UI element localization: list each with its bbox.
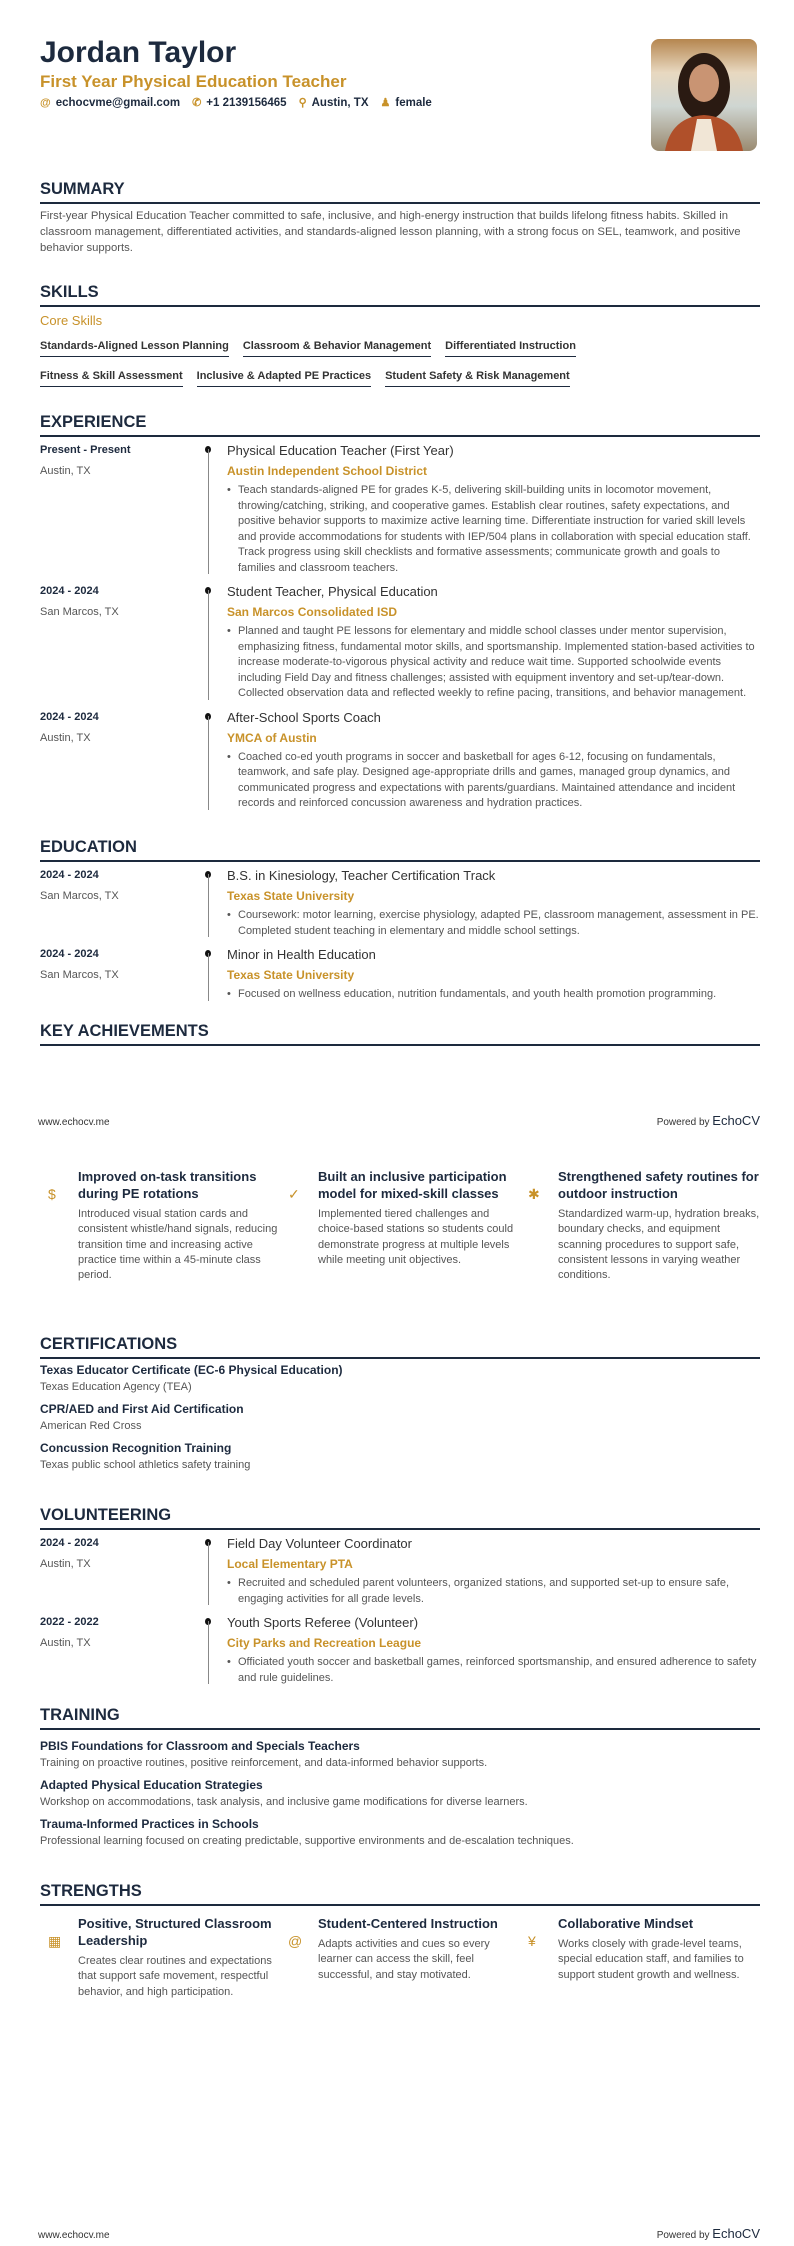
timeline-line [208, 449, 209, 574]
footer-powered [657, 2226, 760, 2241]
summary-heading: SUMMARY [40, 180, 760, 204]
strengths-card [520, 1915, 760, 2000]
entry-role: Youth Sports Referee (Volunteer) [227, 1615, 419, 1630]
strengths-heading: STRENGTHS [40, 1882, 760, 1906]
skills-heading: SKILLS [40, 283, 760, 307]
bullet-icon: • [227, 909, 231, 921]
entry-role: Student Teacher, Physical Education [227, 584, 438, 599]
education-list [40, 868, 760, 1011]
entry-role: Physical Education Teacher (First Year) [227, 443, 454, 458]
item-title: Concussion Recognition Training [40, 1441, 232, 1455]
achievements-card [280, 1168, 520, 1283]
item-subtitle: Professional learning focused on creating predictable, supportive environments and de-escalation techniques. [40, 1835, 574, 1847]
entry-description: Planned and taught PE lessons for elementary and middle school classes under mentor supervision, emphasizing fitness, fundamental motor skills, and sportsmanship. Implemented station-based activities to increase moderate-to-vigorous physical activity and reduce wait time. Supported schoolwide events including Field Day and fitness challenges; assisted with equipment inventory and set-up/tear-down. Collected observation data and reflected weekly to refine pacing, transitions, and behavior management. [238, 625, 755, 699]
bullet-icon: • [227, 988, 231, 1000]
brand-logo: EchoCV [712, 1113, 760, 1128]
entry-location: Austin, TX [40, 1637, 91, 1649]
certifications-item [40, 1402, 760, 1432]
brand-logo: EchoCV [712, 2226, 760, 2241]
entry-role: Minor in Health Education [227, 947, 376, 962]
achievements-card [40, 1168, 280, 1283]
item-title: Adapted Physical Education Strategies [40, 1778, 263, 1792]
entry-description: Coached co-ed youth programs in soccer and basketball for ages 6-12, focusing on fundamentals, teamwork, and safe play. Designed age-appropriate drills and games, managed group dynamics, and communicated progress and expectations with parents/guardians. Maintained attendance and incident records and reinforced concussion awareness and hydration practices. [238, 750, 736, 809]
entry-description: Recruited and scheduled parent volunteers, organized stations, and supported set-up to ensure safe, engaging activities for all grade levels. [238, 1577, 730, 1605]
footer-powered [657, 1113, 760, 1128]
contact-info [40, 96, 432, 109]
strengths-list [40, 1915, 760, 2000]
at-icon: @ [288, 1933, 303, 1949]
certifications-item [40, 1441, 760, 1471]
volunteering-heading: VOLUNTEERING [40, 1506, 760, 1530]
bullet-icon: • [227, 1656, 231, 1668]
check-icon: ✓ [288, 1186, 300, 1202]
phone-icon: ✆ [192, 97, 202, 109]
item-subtitle: Workshop on accommodations, task analysis, and inclusive game modifications for diverse learners. [40, 1796, 528, 1808]
experience-entry [40, 584, 760, 702]
item-subtitle: American Red Cross [40, 1420, 142, 1432]
skill-chip: Standards-Aligned Lesson Planning [40, 340, 229, 357]
volunteering-entry [40, 1615, 760, 1686]
entry-location: San Marcos, TX [40, 969, 119, 981]
entry-date: 2024 - 2024 [40, 948, 99, 960]
timeline-line [208, 874, 209, 937]
bug-icon: ✱ [528, 1186, 540, 1202]
card-title: Built an inclusive participation model for mixed-skill classes [318, 1169, 507, 1201]
entry-role: B.S. in Kinesiology, Teacher Certification Track [227, 868, 496, 883]
experience-entry [40, 443, 760, 576]
entry-organization: Texas State University [227, 968, 355, 982]
training-list [40, 1739, 760, 1856]
bullet-icon: • [227, 484, 231, 496]
entry-date: 2024 - 2024 [40, 710, 99, 723]
card-description: Works closely with grade-level teams, special education staff, and families to support student growth and wellness. [558, 1938, 744, 1981]
entry-organization: YMCA of Austin [227, 730, 317, 745]
entry-description: Teach standards-aligned PE for grades K-5, delivering skill-building units in locomotor movement, throwing/catching, striking, and cooperative games. Establish clear routines, safety expectations, and positive behavior supports to maximize active learning time. Differentiate instruction for varied skill levels and provide accommodations for students with IEP/504 plans in collaboration with special education staff. Track progress using skill checklists and formative assessments; communicate growth and goals to families and classroom teachers. [238, 484, 751, 574]
email[interactable]: echocvme@gmail.com [55, 96, 181, 109]
education-entry [40, 868, 760, 939]
timeline-line [208, 716, 209, 810]
card-title: Improved on-task transitions during PE rotations [78, 1169, 257, 1201]
item-subtitle: Texas Education Agency (TEA) [40, 1381, 192, 1393]
email-icon: @ [40, 96, 51, 109]
gender: female [395, 96, 432, 109]
file-yen-icon: ¥ [528, 1933, 536, 1949]
volunteering-list [40, 1536, 760, 1694]
item-title: Texas Educator Certificate (EC-6 Physical Education) [40, 1363, 343, 1377]
certifications-list [40, 1363, 760, 1480]
strengths-card [40, 1915, 280, 2000]
entry-organization: Texas State University [227, 889, 355, 903]
achievements-list [40, 1168, 760, 1283]
training-item [40, 1739, 760, 1769]
skill-chip: Differentiated Instruction [445, 340, 576, 357]
profile-photo [651, 39, 757, 151]
training-item [40, 1778, 760, 1808]
entry-date: 2024 - 2024 [40, 585, 99, 597]
candidate-name: Jordan Taylor [40, 36, 237, 69]
person-icon: ♟ [380, 97, 391, 109]
education-heading: EDUCATION [40, 838, 760, 862]
entry-date: 2022 - 2022 [40, 1616, 99, 1628]
training-item [40, 1817, 760, 1847]
card-title: Student-Centered Instruction [318, 1916, 498, 1931]
job-title: First Year Physical Education Teacher [40, 72, 347, 91]
card-title: Collaborative Mindset [558, 1916, 694, 1931]
bullet-icon: • [227, 625, 231, 637]
strengths-card [280, 1915, 520, 2000]
entry-location: Austin, TX [40, 731, 91, 744]
training-heading: TRAINING [40, 1706, 760, 1730]
certifications-heading: CERTIFICATIONS [40, 1335, 760, 1359]
location: Austin, TX [311, 96, 369, 109]
timeline-line [208, 590, 209, 700]
item-title: PBIS Foundations for Classroom and Specials Teachers [40, 1739, 360, 1753]
powered-label: Powered by [656, 1117, 710, 1128]
footer-site[interactable]: www.echocv.me [38, 2230, 110, 2241]
volunteering-entry [40, 1536, 760, 1607]
education-entry [40, 947, 760, 1003]
entry-location: San Marcos, TX [40, 606, 119, 618]
entry-description: Officiated youth soccer and basketball games, reinforced sportsmanship, and ensured adherence to safety and rule guidelines. [238, 1656, 757, 1684]
skill-chip: Classroom & Behavior Management [243, 340, 431, 357]
entry-date: Present - Present [40, 444, 131, 456]
timeline-line [208, 1621, 209, 1684]
card-description: Introduced visual station cards and consistent whistle/hand signals, reducing transition time and increasing active practice time within a 45-minute class period. [78, 1208, 278, 1282]
skills-group-label: Core Skills [40, 313, 103, 328]
entry-location: Austin, TX [40, 1558, 91, 1570]
item-subtitle: Training on proactive routines, positive reinforcement, and data-informed behavior supports. [40, 1757, 488, 1769]
card-description: Creates clear routines and expectations that support safe movement, respectful behavior, and high participation. [78, 1955, 272, 1998]
experience-list [40, 443, 760, 820]
card-description: Standardized warm-up, hydration breaks, boundary checks, and equipment scanning procedures to support safe, consistent lessons in varying weather conditions. [558, 1208, 760, 1282]
entry-description: Focused on wellness education, nutrition fundamentals, and youth health promotion programming. [238, 988, 717, 1000]
achievements-heading: KEY ACHIEVEMENTS [40, 1022, 760, 1046]
achievements-card [520, 1168, 760, 1283]
entry-date: 2024 - 2024 [40, 1537, 99, 1549]
experience-entry [40, 710, 760, 812]
item-title: CPR/AED and First Aid Certification [40, 1402, 244, 1416]
entry-date: 2024 - 2024 [40, 869, 99, 881]
entry-role: After-School Sports Coach [227, 709, 381, 725]
certifications-item [40, 1363, 760, 1393]
entry-description: Coursework: motor learning, exercise physiology, adapted PE, classroom management, assessment in PE. Completed student teaching in elementary and middle school settings. [238, 909, 759, 937]
file-dollar-icon: $ [48, 1186, 56, 1202]
calendar-chart-icon: ▦ [48, 1933, 62, 1949]
entry-organization: San Marcos Consolidated ISD [227, 605, 398, 619]
entry-organization: City Parks and Recreation League [227, 1636, 422, 1650]
timeline-line [208, 1542, 209, 1605]
timeline-line [208, 953, 209, 1001]
card-title: Positive, Structured Classroom Leadership [78, 1916, 272, 1948]
bullet-icon: • [227, 1577, 231, 1589]
skill-chip: Fitness & Skill Assessment [40, 370, 183, 387]
entry-location: Austin, TX [40, 465, 91, 477]
card-description: Implemented tiered challenges and choice-based stations so students could demonstrate progress at multiple levels while meeting unit objectives. [318, 1208, 514, 1266]
entry-role: Field Day Volunteer Coordinator [227, 1536, 412, 1551]
entry-location: San Marcos, TX [40, 890, 119, 902]
card-description: Adapts activities and cues so every learner can access the skill, feel successful, and stay motivated. [318, 1938, 490, 1981]
bullet-icon: • [227, 750, 231, 763]
skill-chip: Inclusive & Adapted PE Practices [197, 370, 371, 387]
skills-list [40, 336, 760, 387]
phone[interactable]: +1 2139156465 [206, 96, 287, 109]
card-title: Strengthened safety routines for outdoor instruction [558, 1169, 759, 1201]
experience-heading: EXPERIENCE [40, 413, 760, 437]
summary-text: First-year Physical Education Teacher committed to safe, inclusive, and high-energy instruction that builds lifelong fitness habits. Skilled in classroom management, differentiated activities, and standards-aligned lesson planning, with a strong focus on SEL, teamwork, and positive behavior supports. [40, 210, 741, 254]
item-title: Trauma-Informed Practices in Schools [40, 1817, 259, 1831]
entry-organization: Austin Independent School District [227, 464, 428, 478]
powered-label: Powered by [656, 2230, 710, 2241]
location-icon: ⚲ [298, 97, 307, 109]
entry-organization: Local Elementary PTA [227, 1557, 353, 1571]
skill-chip: Student Safety & Risk Management [385, 370, 570, 387]
footer-site[interactable]: www.echocv.me [38, 1117, 110, 1128]
item-subtitle: Texas public school athletics safety training [40, 1459, 251, 1471]
